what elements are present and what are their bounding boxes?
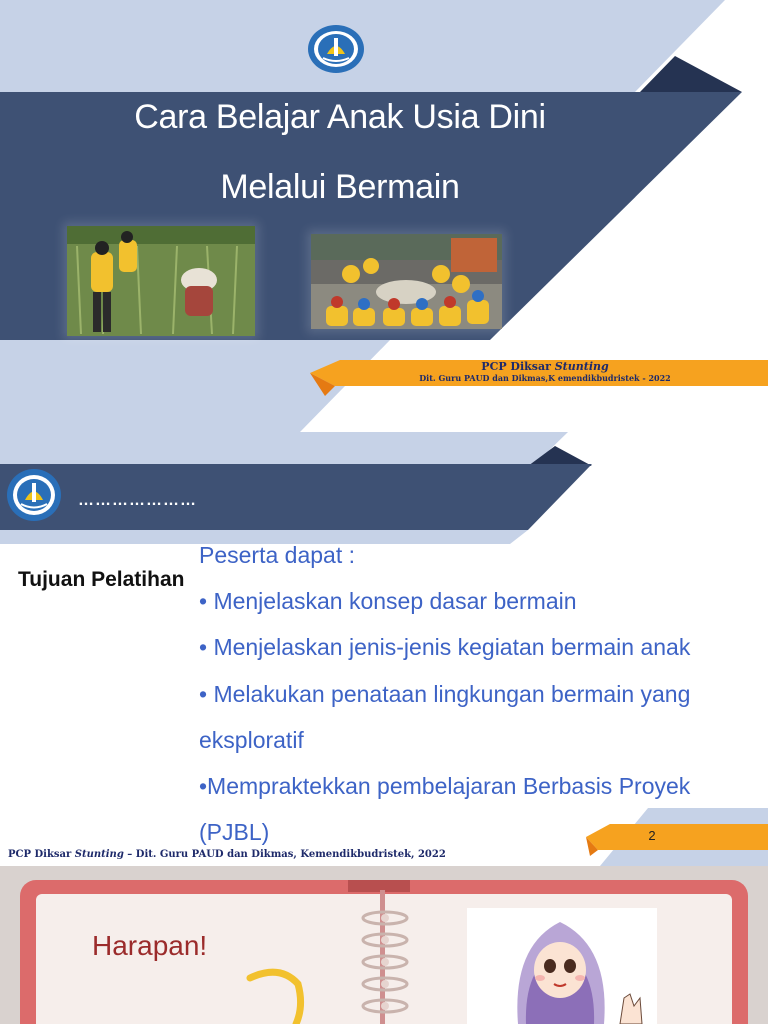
slide-title-line-2: Melalui Bermain (220, 168, 460, 206)
objective-item-4: •Mempraktekkan pembelajaran Berbasis Proyek (199, 773, 691, 799)
slide-2 (0, 432, 768, 866)
objective-item-3-cont: eksploratif (199, 727, 304, 753)
photo-right (311, 234, 502, 329)
footer-title-main: PCP Diksar (481, 360, 551, 373)
footer-italic: Stunting (74, 849, 124, 860)
photo-left (67, 226, 255, 336)
slide-1-footer-subtitle: Dit. Guru PAUD dan Dikmas,K emendikbudristek - 2022 (419, 373, 671, 383)
objective-item-2: • Menjelaskan jenis-jenis kegiatan bermain anak (199, 634, 691, 660)
footer-rest: – Dit. Guru PAUD dan Dikmas, Kemendikbudristek, 2022 (127, 849, 446, 860)
slide-2-header-text: ………………… (78, 492, 197, 509)
footer-title-italic: Stunting (554, 360, 609, 373)
footer-main: PCP Diksar (8, 849, 72, 860)
page-number: 2 (648, 828, 656, 843)
objective-item-4-cont: (PJBL) (199, 819, 270, 845)
objective-item-1: • Menjelaskan konsep dasar bermain (199, 588, 577, 614)
kemendikbud-logo (307, 24, 365, 74)
objective-item-3: • Melakukan penataan lingkungan bermain yang (199, 681, 691, 707)
section-label: Tujuan Pelatihan (18, 568, 185, 591)
objective-intro: Peserta dapat : (199, 542, 355, 568)
slide-title-line-1: Cara Belajar Anak Usia Dini (134, 98, 546, 136)
slide-3 (0, 866, 768, 1024)
slide-1-footer-title (340, 360, 750, 373)
kemendikbud-logo-small (6, 468, 62, 522)
slide-2-footer (8, 849, 446, 860)
slide-3-heading: Harapan! (92, 930, 208, 961)
slide-1 (0, 0, 768, 432)
